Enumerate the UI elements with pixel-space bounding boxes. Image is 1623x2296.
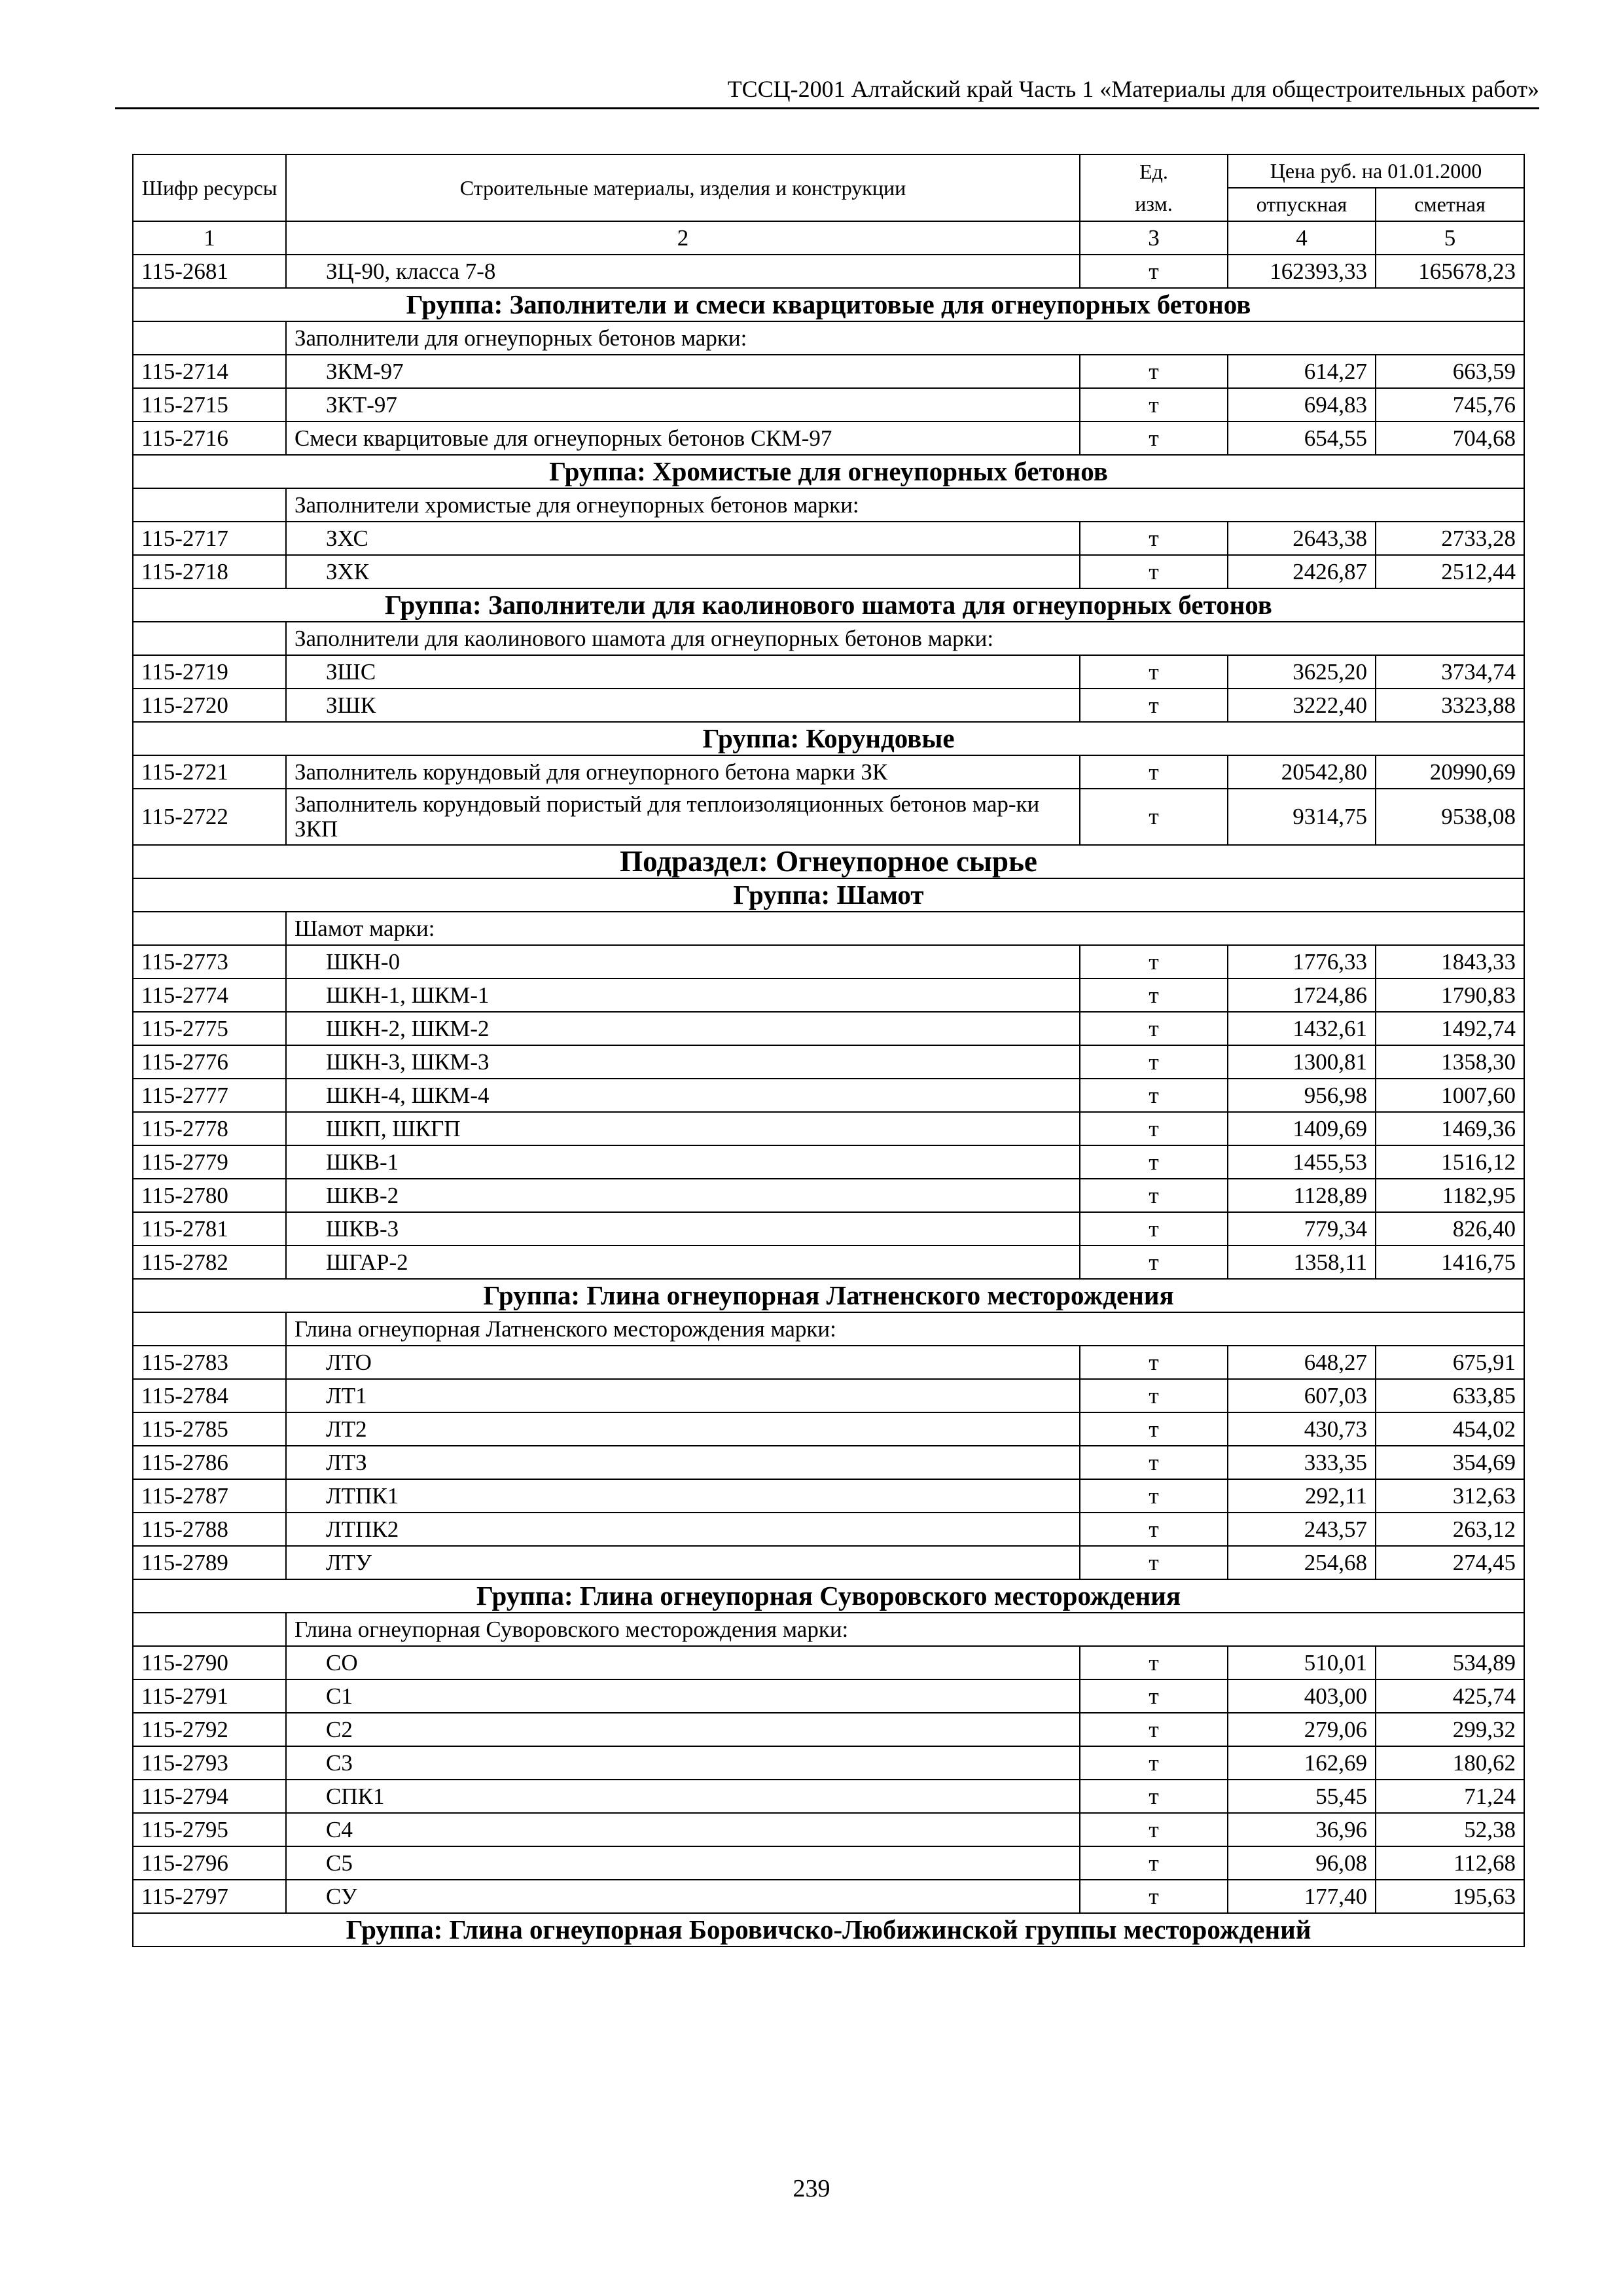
unit-cell: т — [1080, 522, 1228, 555]
resource-code: 115-2776 — [133, 1045, 286, 1079]
col-number: 4 — [1228, 221, 1376, 255]
estimate-price: 20990,69 — [1376, 755, 1524, 789]
material-name: Смеси кварцитовые для огнеупорных бетонов СКМ-97 — [286, 422, 1080, 455]
table-row — [133, 689, 1524, 722]
unit-cell: т — [1080, 1479, 1228, 1513]
estimate-price: 274,45 — [1376, 1546, 1524, 1579]
estimate-price: 3323,88 — [1376, 689, 1524, 722]
table-row — [133, 1379, 1524, 1412]
estimate-price: 1516,12 — [1376, 1145, 1524, 1179]
release-price: 779,34 — [1228, 1212, 1376, 1246]
material-name: ШГАР-2 — [286, 1246, 1080, 1279]
release-price: 96,08 — [1228, 1846, 1376, 1880]
resource-code: 115-2716 — [133, 422, 286, 455]
table-row — [133, 422, 1524, 455]
unit-cell: т — [1080, 1746, 1228, 1780]
table-body — [133, 255, 1524, 1946]
table-row — [133, 1746, 1524, 1780]
resource-code: 115-2797 — [133, 1880, 286, 1913]
estimate-price: 663,59 — [1376, 355, 1524, 388]
estimate-price: 312,63 — [1376, 1479, 1524, 1513]
table-row — [133, 1112, 1524, 1145]
material-name: ЗХС — [286, 522, 1080, 555]
unit-cell: т — [1080, 555, 1228, 588]
resource-code: 115-2788 — [133, 1513, 286, 1546]
table-row — [133, 1446, 1524, 1479]
table-row — [133, 1145, 1524, 1179]
group-heading-row — [133, 1579, 1524, 1613]
material-name: ЗШК — [286, 689, 1080, 722]
group-heading: Группа: Хромистые для огнеупорных бетонов — [133, 455, 1524, 488]
estimate-price: 354,69 — [1376, 1446, 1524, 1479]
unit-cell: т — [1080, 1446, 1228, 1479]
release-price: 2426,87 — [1228, 555, 1376, 588]
material-name: ЛТО — [286, 1346, 1080, 1379]
material-name: ЗКМ-97 — [286, 355, 1080, 388]
col-estimate-header: сметная — [1376, 188, 1524, 221]
grade-note: Глина огнеупорная Суворовского месторождения марки: — [286, 1613, 1524, 1646]
group-heading: Группа: Корундовые — [133, 722, 1524, 755]
release-price: 694,83 — [1228, 388, 1376, 422]
group-heading-row — [133, 878, 1524, 912]
resource-code: 115-2721 — [133, 755, 286, 789]
resource-code: 115-2782 — [133, 1246, 286, 1279]
estimate-price: 826,40 — [1376, 1212, 1524, 1246]
group-heading-row — [133, 455, 1524, 488]
release-price: 162393,33 — [1228, 255, 1376, 288]
resource-code: 115-2787 — [133, 1479, 286, 1513]
release-price: 36,96 — [1228, 1813, 1376, 1846]
table-row — [133, 789, 1524, 845]
col-release-header: отпускная — [1228, 188, 1376, 221]
estimate-price: 1469,36 — [1376, 1112, 1524, 1145]
estimate-price: 1843,33 — [1376, 945, 1524, 978]
grade-note-row — [133, 321, 1524, 355]
resource-code: 115-2792 — [133, 1713, 286, 1746]
release-price: 1300,81 — [1228, 1045, 1376, 1079]
unit-cell: т — [1080, 388, 1228, 422]
estimate-price: 454,02 — [1376, 1412, 1524, 1446]
unit-cell: т — [1080, 355, 1228, 388]
unit-cell: т — [1080, 1045, 1228, 1079]
group-heading: Группа: Заполнители и смеси кварцитовые для огнеупорных бетонов — [133, 288, 1524, 321]
estimate-price: 745,76 — [1376, 388, 1524, 422]
material-name: С3 — [286, 1746, 1080, 1780]
release-price: 9314,75 — [1228, 789, 1376, 845]
unit-cell: т — [1080, 978, 1228, 1012]
estimate-price: 1007,60 — [1376, 1079, 1524, 1112]
resource-code: 115-2775 — [133, 1012, 286, 1045]
col-number: 2 — [286, 221, 1080, 255]
release-price: 333,35 — [1228, 1446, 1376, 1479]
table-row — [133, 1813, 1524, 1846]
estimate-price: 9538,08 — [1376, 789, 1524, 845]
table-row — [133, 555, 1524, 588]
resource-code: 115-2779 — [133, 1145, 286, 1179]
unit-cell: т — [1080, 655, 1228, 689]
release-price: 1776,33 — [1228, 945, 1376, 978]
resource-code: 115-2794 — [133, 1780, 286, 1813]
table-row — [133, 1780, 1524, 1813]
table-row — [133, 945, 1524, 978]
resource-code: 115-2773 — [133, 945, 286, 978]
estimate-price: 71,24 — [1376, 1780, 1524, 1813]
col-code-header: Шифр ресурсы — [133, 154, 286, 221]
unit-cell: т — [1080, 1813, 1228, 1846]
resource-code: 115-2720 — [133, 689, 286, 722]
material-name: ШКН-4, ШКМ-4 — [286, 1079, 1080, 1112]
estimate-price: 2512,44 — [1376, 555, 1524, 588]
release-price: 648,27 — [1228, 1346, 1376, 1379]
unit-cell: т — [1080, 1880, 1228, 1913]
estimate-price: 180,62 — [1376, 1746, 1524, 1780]
release-price: 607,03 — [1228, 1379, 1376, 1412]
table-row — [133, 1179, 1524, 1212]
resource-code: 115-2774 — [133, 978, 286, 1012]
resource-code: 115-2786 — [133, 1446, 286, 1479]
note-code-cell — [133, 1312, 286, 1346]
release-price: 177,40 — [1228, 1880, 1376, 1913]
table-row — [133, 1713, 1524, 1746]
release-price: 614,27 — [1228, 355, 1376, 388]
grade-note: Заполнители для каолинового шамота для огнеупорных бетонов марки: — [286, 622, 1524, 655]
resource-code: 115-2714 — [133, 355, 286, 388]
release-price: 3222,40 — [1228, 689, 1376, 722]
unit-cell: т — [1080, 1780, 1228, 1813]
resource-code: 115-2784 — [133, 1379, 286, 1412]
resource-code: 115-2777 — [133, 1079, 286, 1112]
release-price: 243,57 — [1228, 1513, 1376, 1546]
group-heading-row — [133, 722, 1524, 755]
estimate-price: 1492,74 — [1376, 1012, 1524, 1045]
unit-cell: т — [1080, 1412, 1228, 1446]
resource-code: 115-2796 — [133, 1846, 286, 1880]
release-price: 654,55 — [1228, 422, 1376, 455]
resource-code: 115-2780 — [133, 1179, 286, 1212]
subsection-heading-row — [133, 845, 1524, 878]
material-name: СУ — [286, 1880, 1080, 1913]
unit-cell: т — [1080, 755, 1228, 789]
col-price-header: Цена руб. на 01.01.2000 — [1228, 154, 1524, 188]
grade-note: Заполнители для огнеупорных бетонов марки: — [286, 321, 1524, 355]
note-code-cell — [133, 912, 286, 945]
material-name: С4 — [286, 1813, 1080, 1846]
table-row — [133, 1513, 1524, 1546]
resource-code: 115-2793 — [133, 1746, 286, 1780]
table-row — [133, 1546, 1524, 1579]
release-price: 1409,69 — [1228, 1112, 1376, 1145]
column-number-row — [133, 221, 1524, 255]
table-row — [133, 755, 1524, 789]
table-row — [133, 388, 1524, 422]
group-heading-row — [133, 1279, 1524, 1312]
subsection-heading: Подраздел: Огнеупорное сырье — [133, 845, 1524, 878]
material-name: ЛТПК2 — [286, 1513, 1080, 1546]
release-price: 55,45 — [1228, 1780, 1376, 1813]
col-number: 1 — [133, 221, 286, 255]
estimate-price: 2733,28 — [1376, 522, 1524, 555]
grade-note: Глина огнеупорная Латненского месторождения марки: — [286, 1312, 1524, 1346]
table-row — [133, 522, 1524, 555]
release-price: 1432,61 — [1228, 1012, 1376, 1045]
group-heading: Группа: Глина огнеупорная Латненского месторождения — [133, 1279, 1524, 1312]
unit-cell: т — [1080, 945, 1228, 978]
unit-cell: т — [1080, 1346, 1228, 1379]
table-row — [133, 1646, 1524, 1679]
material-name: ШКП, ШКГП — [286, 1112, 1080, 1145]
table-row — [133, 1045, 1524, 1079]
table-row — [133, 1846, 1524, 1880]
estimate-price: 52,38 — [1376, 1813, 1524, 1846]
unit-cell: т — [1080, 1212, 1228, 1246]
material-name: С5 — [286, 1846, 1080, 1880]
material-name: ЗЦ-90, класса 7-8 — [286, 255, 1080, 288]
page-number: 239 — [793, 2175, 830, 2202]
material-name: ЗШС — [286, 655, 1080, 689]
material-name: ШКВ-1 — [286, 1145, 1080, 1179]
grade-note: Шамот марки: — [286, 912, 1524, 945]
unit-cell: т — [1080, 789, 1228, 845]
unit-cell: т — [1080, 1546, 1228, 1579]
unit-cell: т — [1080, 1012, 1228, 1045]
table-row — [133, 1246, 1524, 1279]
table-row — [133, 978, 1524, 1012]
resource-code: 115-2681 — [133, 255, 286, 288]
material-name: ЛТЗ — [286, 1446, 1080, 1479]
estimate-price: 1182,95 — [1376, 1179, 1524, 1212]
table-row — [133, 1346, 1524, 1379]
material-name: СО — [286, 1646, 1080, 1679]
group-heading: Группа: Глина огнеупорная Боровичско-Любижинской группы месторождений — [133, 1913, 1524, 1946]
grade-note-row — [133, 488, 1524, 522]
material-name: СПК1 — [286, 1780, 1080, 1813]
note-code-cell — [133, 1613, 286, 1646]
table-row — [133, 1012, 1524, 1045]
unit-cell: т — [1080, 1646, 1228, 1679]
estimate-price: 263,12 — [1376, 1513, 1524, 1546]
material-name: С1 — [286, 1679, 1080, 1713]
unit-cell: т — [1080, 1079, 1228, 1112]
material-name: ШКВ-3 — [286, 1212, 1080, 1246]
grade-note-row — [133, 1312, 1524, 1346]
resource-code: 115-2778 — [133, 1112, 286, 1145]
estimate-price: 3734,74 — [1376, 655, 1524, 689]
group-heading: Группа: Глина огнеупорная Суворовского месторождения — [133, 1579, 1524, 1613]
resource-code: 115-2785 — [133, 1412, 286, 1446]
material-name: ЗХК — [286, 555, 1080, 588]
col-number: 5 — [1376, 221, 1524, 255]
group-heading-row — [133, 288, 1524, 321]
group-heading: Группа: Шамот — [133, 878, 1524, 912]
note-code-cell — [133, 488, 286, 522]
resource-code: 115-2719 — [133, 655, 286, 689]
release-price: 2643,38 — [1228, 522, 1376, 555]
release-price: 403,00 — [1228, 1679, 1376, 1713]
grade-note-row — [133, 1613, 1524, 1646]
material-name: Заполнитель корундовый пористый для теплоизоляционных бетонов мар-ки ЗКП — [286, 789, 1080, 845]
table-row — [133, 255, 1524, 288]
table-row — [133, 1679, 1524, 1713]
table-row — [133, 1079, 1524, 1112]
unit-cell: т — [1080, 1846, 1228, 1880]
release-price: 279,06 — [1228, 1713, 1376, 1746]
release-price: 292,11 — [1228, 1479, 1376, 1513]
resource-code: 115-2781 — [133, 1212, 286, 1246]
resource-code: 115-2791 — [133, 1679, 286, 1713]
unit-cell: т — [1080, 255, 1228, 288]
estimate-price: 675,91 — [1376, 1346, 1524, 1379]
group-heading-row — [133, 588, 1524, 622]
release-price: 162,69 — [1228, 1746, 1376, 1780]
unit-cell: т — [1080, 1513, 1228, 1546]
col-unit-header: Ед. изм. — [1080, 154, 1228, 221]
material-name: ШКН-0 — [286, 945, 1080, 978]
material-name: С2 — [286, 1713, 1080, 1746]
material-name: ШКВ-2 — [286, 1179, 1080, 1212]
resource-code: 115-2718 — [133, 555, 286, 588]
unit-cell: т — [1080, 1246, 1228, 1279]
material-name: ЛТУ — [286, 1546, 1080, 1579]
grade-note-row — [133, 622, 1524, 655]
estimate-price: 112,68 — [1376, 1846, 1524, 1880]
col-name-header: Строительные материалы, изделия и конструкции — [286, 154, 1080, 221]
grade-note-row — [133, 912, 1524, 945]
unit-cell: т — [1080, 1379, 1228, 1412]
header-row — [133, 154, 1524, 188]
resource-code: 115-2790 — [133, 1646, 286, 1679]
estimate-price: 534,89 — [1376, 1646, 1524, 1679]
table-row — [133, 1479, 1524, 1513]
resource-code: 115-2795 — [133, 1813, 286, 1846]
estimate-price: 195,63 — [1376, 1880, 1524, 1913]
estimate-price: 299,32 — [1376, 1713, 1524, 1746]
release-price: 1358,11 — [1228, 1246, 1376, 1279]
estimate-price: 165678,23 — [1376, 255, 1524, 288]
table-row — [133, 355, 1524, 388]
material-name: ШКН-2, ШКМ-2 — [286, 1012, 1080, 1045]
resource-code: 115-2783 — [133, 1346, 286, 1379]
table-row — [133, 1212, 1524, 1246]
resource-code: 115-2722 — [133, 789, 286, 845]
release-price: 510,01 — [1228, 1646, 1376, 1679]
resource-code: 115-2789 — [133, 1546, 286, 1579]
table-row — [133, 655, 1524, 689]
material-name: Заполнитель корундовый для огнеупорного бетона марки ЗК — [286, 755, 1080, 789]
unit-cell: т — [1080, 1179, 1228, 1212]
page-header: ТССЦ-2001 Алтайский край Часть 1 «Материалы для общестроительных работ» — [115, 71, 1539, 109]
note-code-cell — [133, 622, 286, 655]
material-name: ШКН-3, ШКМ-3 — [286, 1045, 1080, 1079]
estimate-price: 1790,83 — [1376, 978, 1524, 1012]
material-name: ЗКТ-97 — [286, 388, 1080, 422]
resource-code: 115-2717 — [133, 522, 286, 555]
material-name: ЛТ2 — [286, 1412, 1080, 1446]
release-price: 430,73 — [1228, 1412, 1376, 1446]
price-table — [132, 154, 1525, 1947]
grade-note: Заполнители хромистые для огнеупорных бетонов марки: — [286, 488, 1524, 522]
group-heading-row — [133, 1913, 1524, 1946]
material-name: ШКН-1, ШКМ-1 — [286, 978, 1080, 1012]
release-price: 254,68 — [1228, 1546, 1376, 1579]
estimate-price: 633,85 — [1376, 1379, 1524, 1412]
unit-cell: т — [1080, 422, 1228, 455]
resource-code: 115-2715 — [133, 388, 286, 422]
estimate-price: 704,68 — [1376, 422, 1524, 455]
release-price: 1724,86 — [1228, 978, 1376, 1012]
unit-cell: т — [1080, 1145, 1228, 1179]
release-price: 1455,53 — [1228, 1145, 1376, 1179]
table-row — [133, 1412, 1524, 1446]
table-row — [133, 1880, 1524, 1913]
material-name: ЛТ1 — [286, 1379, 1080, 1412]
unit-cell: т — [1080, 1679, 1228, 1713]
material-name: ЛТПК1 — [286, 1479, 1080, 1513]
unit-cell: т — [1080, 1112, 1228, 1145]
note-code-cell — [133, 321, 286, 355]
release-price: 3625,20 — [1228, 655, 1376, 689]
release-price: 956,98 — [1228, 1079, 1376, 1112]
estimate-price: 1416,75 — [1376, 1246, 1524, 1279]
release-price: 1128,89 — [1228, 1179, 1376, 1212]
estimate-price: 425,74 — [1376, 1679, 1524, 1713]
col-number: 3 — [1080, 221, 1228, 255]
group-heading: Группа: Заполнители для каолинового шамота для огнеупорных бетонов — [133, 588, 1524, 622]
release-price: 20542,80 — [1228, 755, 1376, 789]
unit-cell: т — [1080, 689, 1228, 722]
unit-cell: т — [1080, 1713, 1228, 1746]
estimate-price: 1358,30 — [1376, 1045, 1524, 1079]
